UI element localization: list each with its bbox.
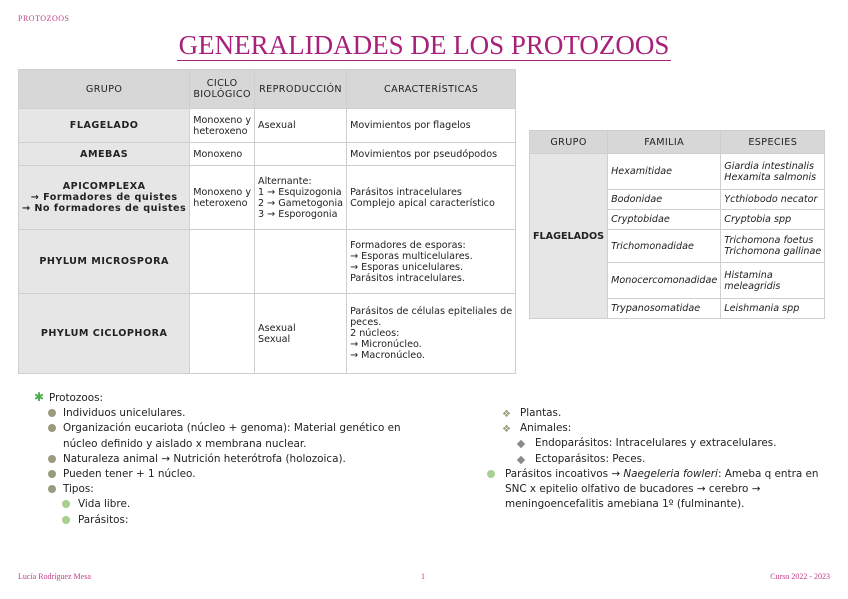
ciclo-cell <box>190 166 255 230</box>
cell-line: Monoxeno <box>193 148 243 160</box>
cell-line: → Esporas multicelulares. <box>350 250 473 262</box>
especies-cell <box>721 230 825 263</box>
document-tag: PROTOZOOS <box>18 14 70 23</box>
cell-line: Hexamitidae <box>611 166 673 177</box>
list-item-text: núcleo definido y aislado x membrana nuclear. <box>63 437 307 450</box>
list-subitem <box>34 513 424 528</box>
especies-cell <box>721 190 825 210</box>
cell-line: Trypanosomatidae <box>611 303 701 314</box>
notes-left <box>34 391 424 528</box>
footer-author: Lucía Rodríguez Mesa <box>18 572 91 581</box>
caracteristicas-cell <box>347 166 516 230</box>
list-item <box>34 467 424 482</box>
list-item-text: Ectoparásitos: Peces. <box>535 452 646 465</box>
list-subitem <box>486 452 832 467</box>
cell-line: AMEBAS <box>80 148 129 160</box>
list-item <box>486 421 832 436</box>
caracteristicas-cell <box>347 230 516 294</box>
cell-line: 2 núcleos: <box>350 328 400 339</box>
double-diamond-icon: ❖ <box>502 409 511 420</box>
cell-line: Histamina <box>724 269 773 281</box>
col-header-grupo: GRUPO <box>530 131 608 154</box>
group-cell: FLAGELADOS <box>530 154 608 319</box>
familia-cell <box>608 210 721 230</box>
title-text: GENERALIDADES DE LOS PROTOZOOS <box>178 30 670 60</box>
notes-right <box>486 406 832 512</box>
especies-cell <box>721 263 825 299</box>
especies-cell <box>721 299 825 319</box>
list-item-text: Parásitos: <box>78 513 129 526</box>
cell-line: Parásitos intracelulares <box>350 186 462 198</box>
bullet-icon <box>48 455 56 463</box>
diamond-bullet-icon <box>517 455 525 463</box>
familia-cell <box>608 190 721 210</box>
reproduccion-cell <box>255 294 347 374</box>
list-item-text: meningoencefalitis amebiana 1º (fulminante). <box>505 498 745 511</box>
list-item <box>486 406 832 421</box>
col-header-reproduccion: REPRODUCCIÓN <box>255 70 347 109</box>
bullet-icon <box>62 516 70 524</box>
ciclo-cell <box>190 294 255 374</box>
especies-cell <box>721 154 825 190</box>
bullet-icon <box>48 424 56 432</box>
cell-line: Ycthiobodo necator <box>724 194 818 205</box>
cell-line: PHYLUM CICLOPHORA <box>40 328 168 339</box>
cell-line: Alternante: <box>258 175 312 187</box>
cell-line: → Formadores de quistes <box>30 192 178 203</box>
group-cell <box>19 109 190 143</box>
list-item <box>486 467 832 482</box>
list-item-text: Plantas. <box>520 407 562 419</box>
table-row <box>19 230 516 294</box>
table-header-row <box>19 70 516 109</box>
cell-line: PHYLUM MICROSPORA <box>39 256 169 267</box>
ciclo-cell <box>190 230 255 294</box>
cell-line: Giardia intestinalis <box>724 160 814 172</box>
group-cell <box>19 166 190 230</box>
reproduccion-cell <box>255 143 347 166</box>
star-bullet-icon: ✱ <box>34 390 45 404</box>
caracteristicas-cell <box>347 143 516 166</box>
cell-line: Formadores de esporas: <box>350 239 466 251</box>
list-item-text: Individuos unicelulares. <box>63 407 186 420</box>
list-item <box>34 452 424 467</box>
group-cell <box>19 230 190 294</box>
cell-line: Movimientos por flagelos <box>350 120 471 131</box>
cell-line: Complejo apical característico <box>350 197 495 209</box>
bullet-icon <box>48 409 56 417</box>
group-cell <box>19 143 190 166</box>
cell-line: heteroxeno <box>193 125 248 137</box>
list-item <box>34 406 424 421</box>
table-row <box>19 109 516 143</box>
reproduccion-cell <box>255 230 347 294</box>
col-header-familia: FAMILIA <box>608 131 721 154</box>
diamond-bullet-icon <box>517 440 525 448</box>
cell-line: Leishmania spp <box>724 303 800 314</box>
cell-line: peces. <box>350 317 382 328</box>
cell-line: meleagridis <box>724 280 781 292</box>
group-cell <box>19 294 190 374</box>
col-header-especies: ESPECIES <box>721 131 825 154</box>
reproduccion-cell <box>255 166 347 230</box>
cell-line: 1 → Esquizogonia <box>258 186 342 198</box>
caracteristicas-cell <box>347 294 516 374</box>
list-item-text: : Ameba q entra en <box>717 467 819 480</box>
species-name: Naegeleria fowleri <box>623 467 718 480</box>
cell-line: → No formadores de quistes <box>22 203 187 214</box>
list-item-text: Organización eucariota (núcleo + genoma): Material genético en <box>63 422 401 435</box>
list-item <box>34 421 424 436</box>
list-item <box>34 391 424 406</box>
col-header-ciclo: CICLO BIOLÓGICO <box>190 70 255 109</box>
cell-line: Monoxeno y <box>193 186 252 198</box>
especies-cell <box>721 210 825 230</box>
bullet-icon <box>62 500 70 508</box>
cell-line: Trichomona gallinae <box>724 246 822 257</box>
list-item-text: Vida libre. <box>78 498 131 511</box>
familia-cell <box>608 154 721 190</box>
familia-cell <box>608 230 721 263</box>
cell-line: Trichomona foetus <box>724 235 814 246</box>
cell-line: Sexual <box>258 333 291 345</box>
list-item-text: Protozoos: <box>49 392 103 404</box>
table-row <box>19 143 516 166</box>
col-header-caracteristicas: CARACTERÍSTICAS <box>347 70 516 109</box>
cell-line: FLAGELADO <box>69 120 139 131</box>
cell-line: Bodonidae <box>611 194 663 205</box>
cell-line: Parásitos intracelulares. <box>350 272 465 284</box>
cell-line: Asexual <box>258 322 296 334</box>
cell-line: → Micronúcleo. <box>350 339 422 350</box>
protozoa-groups-table <box>18 69 516 374</box>
cell-line: APICOMPLEXA <box>62 181 146 192</box>
cell-line: Monoxeno y <box>193 114 252 126</box>
footer-page-number: 1 <box>421 572 425 581</box>
ciclo-cell <box>190 109 255 143</box>
table-header-row <box>530 131 825 154</box>
bullet-icon <box>48 470 56 478</box>
cell-line: Monocercomonadidae <box>611 275 718 286</box>
familia-cell <box>608 263 721 299</box>
list-item-text: Tipos: <box>63 483 94 496</box>
list-item-continuation <box>486 482 832 497</box>
cell-line: → Esporas unicelulares. <box>350 261 464 273</box>
list-item-continuation <box>486 497 832 512</box>
cell-line: 3 → Esporogonia <box>258 208 338 220</box>
list-item-text: Endoparásitos: Intracelulares y extracelulares. <box>535 437 777 450</box>
list-item-text: Naturaleza animal → Nutrición heterótrofa (holozoica). <box>63 452 346 465</box>
cell-line: Cryptobidae <box>611 214 670 225</box>
table-row <box>19 166 516 230</box>
list-item-text: Parásitos incoativos → <box>505 467 624 480</box>
ciclo-cell <box>190 143 255 166</box>
double-diamond-icon: ❖ <box>502 424 511 436</box>
cell-line: Trichomonadidae <box>611 240 694 252</box>
cell-line: 2 → Gametogonia <box>258 197 344 209</box>
list-item-text: Animales: <box>520 422 572 435</box>
list-item-text: SNC x epitelio olfativo de bucadores → cerebro → <box>505 483 761 496</box>
cell-line: → Macronúcleo. <box>350 350 425 361</box>
list-item-continuation <box>34 437 424 452</box>
bullet-icon <box>48 485 56 493</box>
table-row <box>19 294 516 374</box>
list-subitem <box>486 436 832 451</box>
bullet-icon <box>487 470 495 478</box>
caracteristicas-cell <box>347 109 516 143</box>
table-row <box>530 154 825 190</box>
cell-line: Movimientos por pseudópodos <box>350 148 498 160</box>
flagellates-table <box>529 130 825 319</box>
col-header-grupo: GRUPO <box>19 70 190 109</box>
cell-line: Asexual <box>258 120 296 131</box>
cell-line: Cryptobia spp <box>724 214 792 225</box>
cell-line: Hexamita salmonis <box>724 171 817 183</box>
list-item-text: Pueden tener + 1 núcleo. <box>63 468 196 481</box>
reproduccion-cell <box>255 109 347 143</box>
list-item <box>34 482 424 497</box>
familia-cell <box>608 299 721 319</box>
list-subitem <box>34 497 424 512</box>
cell-line: Parásitos de células epiteliales de <box>350 306 513 317</box>
footer-course: Curso 2022 - 2023 <box>770 572 830 581</box>
cell-line: heteroxeno <box>193 197 248 209</box>
page-title <box>0 30 848 61</box>
